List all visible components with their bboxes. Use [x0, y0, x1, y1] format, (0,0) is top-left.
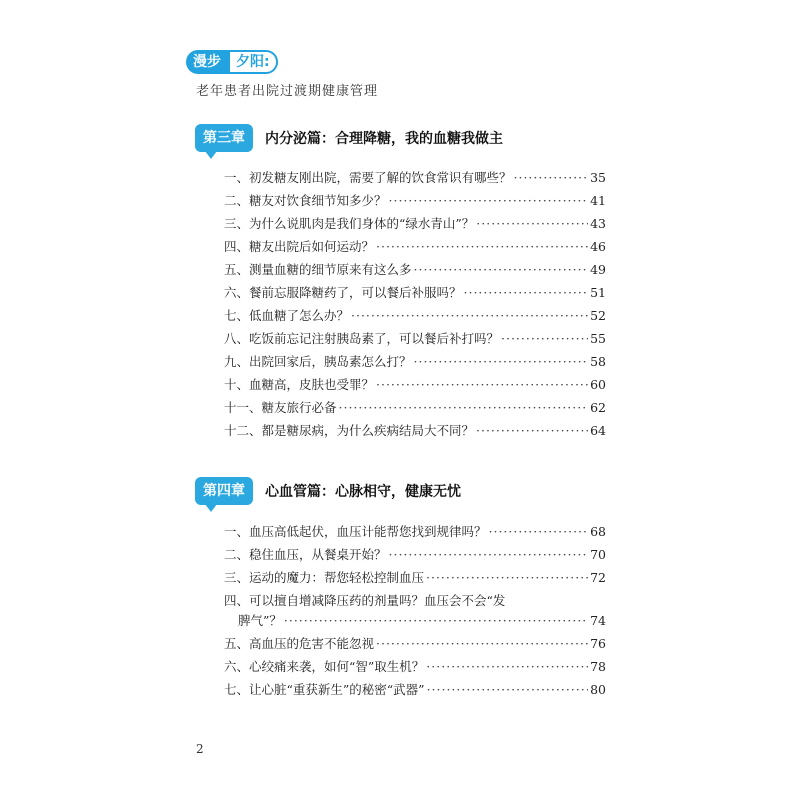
toc-entry[interactable]: 三、运动的魔力：帮您轻松控制血压 ····· 72 [224, 568, 606, 591]
toc-entry[interactable]: 二、稳住血压，从餐桌开始？ ····· 70 [224, 545, 606, 568]
toc-entry[interactable]: 三、为什么说肌肉是我们身体的“绿水青山”？ ····· 43 [224, 214, 606, 237]
book-header [186, 50, 378, 99]
toc-entry[interactable]: 七、低血糖了怎么办？ ····· 52 [224, 306, 606, 329]
toc-list [224, 522, 606, 703]
toc-entry[interactable]: 一、初发糖友刚出院，需要了解的饮食常识有哪些？ ····· 35 [224, 168, 606, 191]
toc-entry[interactable]: 七、让心脏“重获新生”的秘密“武器” ····· 80 [224, 680, 606, 703]
toc-entry[interactable]: 五、高血压的危害不能忽视 ····· 76 [224, 634, 606, 657]
toc-entry[interactable]: 十二、都是糖尿病，为什么疾病结局大不同？ ····· 64 [224, 421, 606, 444]
chapter-title: 心血管篇：心脉相守，健康无忧 [265, 484, 461, 500]
chapter-badge: 第四章 [195, 477, 253, 505]
logo-part-left: 漫步 [186, 50, 228, 74]
logo-part-right: 夕阳: [228, 50, 278, 74]
toc-entry-continued[interactable]: 脾气”？ ····· 74 [224, 611, 606, 634]
chapter-heading [195, 124, 503, 152]
book-logo [186, 50, 378, 74]
toc-entry[interactable]: 五、测量血糖的细节原来有这么多 ····· 49 [224, 260, 606, 283]
book-subtitle: 老年患者出院过渡期健康管理 [196, 84, 379, 99]
toc-entry[interactable]: 二、糖友对饮食细节知多少？ ····· 41 [224, 191, 606, 214]
toc-entry[interactable]: 九、出院回家后，胰岛素怎么打？ ····· 58 [224, 352, 606, 375]
chapter-badge: 第三章 [195, 124, 253, 152]
chapter-title: 内分泌篇：合理降糖，我的血糖我做主 [265, 131, 503, 147]
toc-entry[interactable]: 八、吃饭前忘记注射胰岛素了，可以餐后补打吗？ ····· 55 [224, 329, 606, 352]
page-number: 2 [196, 742, 204, 756]
toc-list [224, 168, 606, 444]
toc-entry[interactable]: 六、心绞痛来袭，如何“智”取生机？ ····· 78 [224, 657, 606, 680]
toc-entry[interactable]: 一、血压高低起伏，血压计能帮您找到规律吗？ ····· 68 [224, 522, 606, 545]
chapter-heading [195, 477, 461, 505]
toc-entry[interactable]: 四、可以擅自增减降压药的剂量吗？血压会不会“发 [224, 593, 506, 608]
toc-entry[interactable]: 十、血糖高，皮肤也受罪？ ····· 60 [224, 375, 606, 398]
toc-entry[interactable]: 六、餐前忘服降糖药了，可以餐后补服吗？ ····· 51 [224, 283, 606, 306]
toc-entry[interactable]: 十一、糖友旅行必备 ····· 62 [224, 398, 606, 421]
toc-entry[interactable]: 四、糖友出院后如何运动？ ····· 46 [224, 237, 606, 260]
